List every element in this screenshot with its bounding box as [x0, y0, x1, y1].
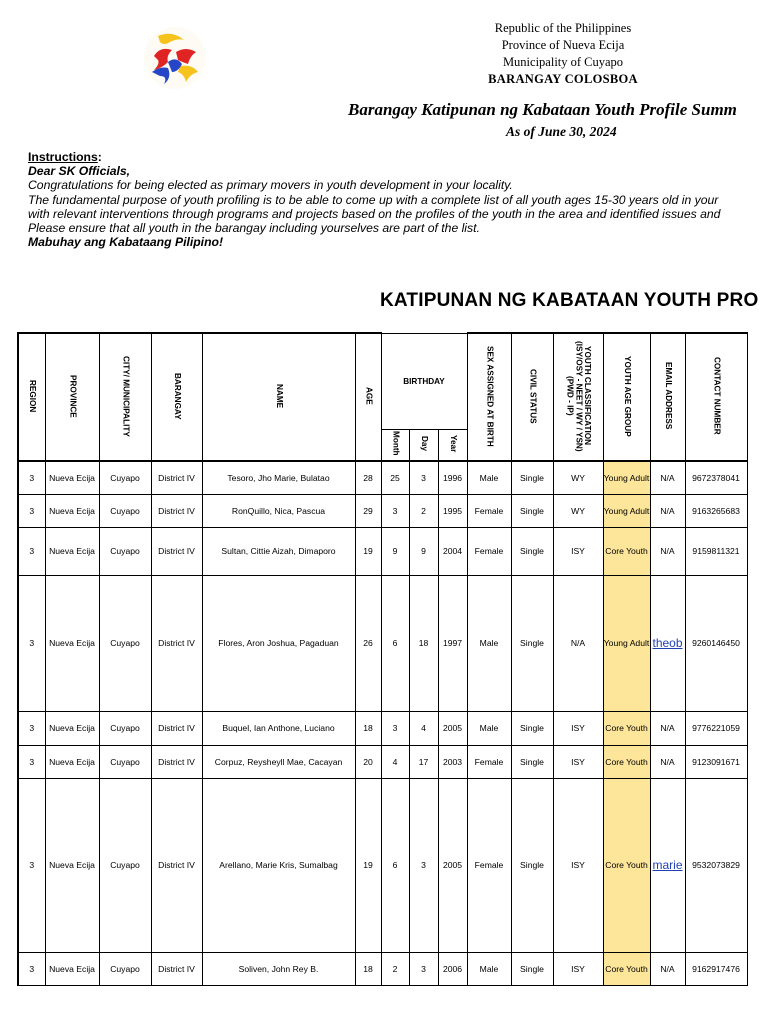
cell-city: Cuyapo [99, 494, 151, 527]
cell-age-group: Young Adult [603, 461, 650, 494]
cell-barangay: District IV [151, 952, 202, 985]
cell-age: 29 [355, 494, 381, 527]
cell-region: 3 [18, 711, 45, 745]
email-link[interactable]: theob [652, 636, 683, 650]
instructions-greeting: Dear SK Officials, [28, 164, 131, 179]
cell-month: 25 [381, 461, 409, 494]
cell-civil-status: Single [511, 494, 553, 527]
email-link[interactable]: marie [652, 858, 683, 872]
cell-classification: ISY [553, 711, 603, 745]
cell-email [650, 778, 685, 952]
cell-province: Nueva Ecija [45, 711, 99, 745]
cell-age: 28 [355, 461, 381, 494]
header-contact-number: CONTACT NUMBER [685, 333, 747, 461]
cell-city: Cuyapo [99, 527, 151, 575]
header-province: PROVINCE [45, 333, 99, 461]
cell-day: 3 [409, 952, 438, 985]
cell-email: N/A [650, 494, 685, 527]
cell-age-group: Young Adult [603, 575, 650, 711]
cell-classification: WY [553, 461, 603, 494]
header-line-municipality: Municipality of Cuyapo [502, 55, 624, 69]
cell-year: 2005 [438, 711, 467, 745]
cell-age: 26 [355, 575, 381, 711]
cell-sex: Female [467, 778, 511, 952]
header-age: AGE [355, 333, 381, 461]
government-header [430, 20, 696, 88]
header-birthday: BIRTHDAY [381, 333, 467, 429]
cell-year: 2004 [438, 527, 467, 575]
cell-region: 3 [18, 745, 45, 778]
instructions-closing: Mabuhay ang Kabataang Pilipino! [28, 235, 224, 250]
cell-region: 3 [18, 527, 45, 575]
cell-name: Soliven, John Rey B. [202, 952, 355, 985]
cell-email: N/A [650, 711, 685, 745]
cell-age-group: Core Youth [603, 778, 650, 952]
cell-contact: 9532073829 [685, 778, 747, 952]
table-row [18, 711, 768, 745]
header-youth-classification: YOUTH CLASSIFICATION (ISY/OSY - NEET / WY / YSN) (PWD - IP) [553, 333, 603, 461]
cell-civil-status: Single [511, 461, 553, 494]
header-sex-assigned: SEX ASSIGNED AT BIRTH [467, 333, 511, 461]
sk-logo-icon [138, 26, 212, 90]
cell-sex: Female [467, 745, 511, 778]
document-title: Barangay Katipunan ng Kabataan Youth Profile Summ [348, 100, 737, 119]
cell-year: 1997 [438, 575, 467, 711]
cell-month: 6 [381, 778, 409, 952]
cell-name: Corpuz, Reysheyll Mae, Cacayan [202, 745, 355, 778]
header-youth-age-group: YOUTH AGE GROUP [603, 333, 650, 461]
cell-classification: ISY [553, 527, 603, 575]
cell-city: Cuyapo [99, 711, 151, 745]
cell-civil-status: Single [511, 575, 553, 711]
cell-contact: 9260146450 [685, 575, 747, 711]
cell-month: 3 [381, 494, 409, 527]
table-row [18, 494, 768, 527]
instructions-line: with relevant interventions through programs and projects based on the profiles of the youth in the area and identified issues and [28, 206, 721, 221]
cell-barangay: District IV [151, 778, 202, 952]
cell-region: 3 [18, 575, 45, 711]
instructions-block [28, 150, 768, 249]
cell-province: Nueva Ecija [45, 527, 99, 575]
cell-email: N/A [650, 952, 685, 985]
cell-city: Cuyapo [99, 745, 151, 778]
cell-email: N/A [650, 527, 685, 575]
table-row [18, 778, 768, 952]
cell-age: 19 [355, 778, 381, 952]
document-date: As of June 30, 2024 [506, 124, 617, 139]
cell-region: 3 [18, 461, 45, 494]
cell-city: Cuyapo [99, 778, 151, 952]
instructions-line: Please ensure that all youth in the barangay including yourselves are part of the list. [28, 221, 480, 236]
cell-classification: ISY [553, 778, 603, 952]
header-line-province: Province of Nueva Ecija [501, 38, 625, 52]
cell-age-group: Core Youth [603, 527, 650, 575]
header-email-address: EMAIL ADDRESS [650, 333, 685, 461]
cell-classification: WY [553, 494, 603, 527]
cell-region: 3 [18, 494, 45, 527]
cell-province: Nueva Ecija [45, 952, 99, 985]
cell-classification: ISY [553, 952, 603, 985]
cell-name: Sultan, Cittie Aizah, Dimaporo [202, 527, 355, 575]
cell-year: 1995 [438, 494, 467, 527]
cell-contact: 9672378041 [685, 461, 747, 494]
header-day: Day [409, 429, 438, 461]
cell-day: 17 [409, 745, 438, 778]
cell-email: N/A [650, 461, 685, 494]
cell-day: 3 [409, 778, 438, 952]
cell-name: Buquel, Ian Anthone, Luciano [202, 711, 355, 745]
cell-province: Nueva Ecija [45, 745, 99, 778]
cell-month: 4 [381, 745, 409, 778]
youth-profile-table [17, 332, 768, 986]
table-row [18, 575, 768, 711]
cell-year: 2006 [438, 952, 467, 985]
cell-barangay: District IV [151, 494, 202, 527]
header-barangay: BARANGAY COLOSBOA [488, 72, 638, 86]
cell-age: 18 [355, 711, 381, 745]
instructions-colon: : [97, 150, 102, 164]
cell-age-group: Young Adult [603, 494, 650, 527]
table-title: KATIPUNAN NG KABATAAN YOUTH PRO [380, 290, 759, 311]
cell-city: Cuyapo [99, 461, 151, 494]
cell-sex: Male [467, 461, 511, 494]
header-name: NAME [202, 333, 355, 461]
cell-barangay: District IV [151, 575, 202, 711]
cell-age: 18 [355, 952, 381, 985]
header-year: Year [438, 429, 467, 461]
cell-age-group: Core Youth [603, 711, 650, 745]
cell-name: Flores, Aron Joshua, Pagaduan [202, 575, 355, 711]
cell-day: 3 [409, 461, 438, 494]
instructions-line: Congratulations for being elected as primary movers in youth development in your locality. [28, 178, 513, 193]
cell-civil-status: Single [511, 778, 553, 952]
youth-profile-table-container [17, 332, 768, 988]
cell-province: Nueva Ecija [45, 778, 99, 952]
cell-day: 2 [409, 494, 438, 527]
cell-sex: Male [467, 575, 511, 711]
cell-name: RonQuillo, Nica, Pascua [202, 494, 355, 527]
cell-province: Nueva Ecija [45, 575, 99, 711]
cell-contact: 9776221059 [685, 711, 747, 745]
cell-barangay: District IV [151, 461, 202, 494]
cell-city: Cuyapo [99, 575, 151, 711]
cell-month: 9 [381, 527, 409, 575]
header-region: REGION [18, 333, 45, 461]
cell-name: Arellano, Marie Kris, Sumalbag [202, 778, 355, 952]
table-row [18, 952, 768, 985]
cell-city: Cuyapo [99, 952, 151, 985]
cell-barangay: District IV [151, 745, 202, 778]
cell-month: 2 [381, 952, 409, 985]
cell-year: 2005 [438, 778, 467, 952]
cell-contact: 9163265683 [685, 494, 747, 527]
header-barangay: BARANGAY [151, 333, 202, 461]
cell-sex: Female [467, 527, 511, 575]
cell-day: 18 [409, 575, 438, 711]
table-row [18, 461, 768, 494]
cell-email: N/A [650, 745, 685, 778]
cell-age: 19 [355, 527, 381, 575]
header-month: Month [381, 429, 409, 461]
cell-barangay: District IV [151, 527, 202, 575]
cell-contact: 9123091671 [685, 745, 747, 778]
cell-sex: Female [467, 494, 511, 527]
cell-name: Tesoro, Jho Marie, Bulatao [202, 461, 355, 494]
cell-email [650, 575, 685, 711]
cell-barangay: District IV [151, 711, 202, 745]
header-line-republic: Republic of the Philippines [494, 21, 632, 35]
cell-province: Nueva Ecija [45, 494, 99, 527]
cell-year: 1996 [438, 461, 467, 494]
cell-sex: Male [467, 711, 511, 745]
table-row [18, 745, 768, 778]
table-row [18, 527, 768, 575]
cell-age-group: Core Youth [603, 745, 650, 778]
instructions-label: Instructions [28, 150, 98, 164]
header-city-municipality: CITY/ MUNICIPALITY [99, 333, 151, 461]
header-civil-status: CIVIL STATUS [511, 333, 553, 461]
cell-province: Nueva Ecija [45, 461, 99, 494]
cell-contact: 9162917476 [685, 952, 747, 985]
cell-month: 3 [381, 711, 409, 745]
cell-age: 20 [355, 745, 381, 778]
cell-age-group: Core Youth [603, 952, 650, 985]
cell-day: 4 [409, 711, 438, 745]
cell-region: 3 [18, 778, 45, 952]
cell-civil-status: Single [511, 711, 553, 745]
cell-civil-status: Single [511, 952, 553, 985]
cell-month: 6 [381, 575, 409, 711]
cell-civil-status: Single [511, 527, 553, 575]
cell-sex: Male [467, 952, 511, 985]
cell-year: 2003 [438, 745, 467, 778]
cell-civil-status: Single [511, 745, 553, 778]
cell-day: 9 [409, 527, 438, 575]
cell-classification: N/A [553, 575, 603, 711]
cell-region: 3 [18, 952, 45, 985]
cell-classification: ISY [553, 745, 603, 778]
cell-contact: 9159811321 [685, 527, 747, 575]
instructions-line: The fundamental purpose of youth profiling is to be able to come up with a complete list of all youth ages 15-30 years old in your [28, 192, 719, 207]
